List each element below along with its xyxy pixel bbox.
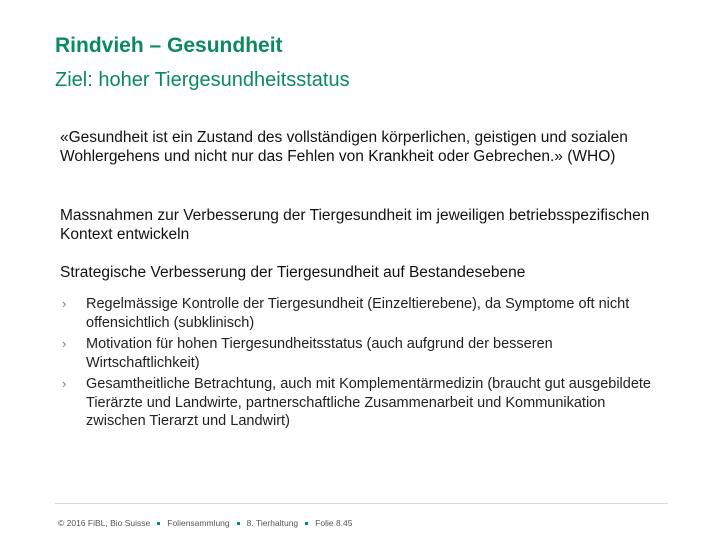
who-quote: «Gesundheit ist ein Zustand des vollständigen körperlichen, geistigen und sozialen Wohlergehens und nicht nur das Fehlen von Krankheit oder Gebrechen.» (WHO): [60, 129, 628, 165]
footer-copyright: © 2016 FiBL, Bio Suisse: [58, 518, 151, 528]
bullet-text: Gesamtheitliche Betrachtung, auch mit Komplementärmedizin (braucht gut ausgebildete Tierärzte und Landwirte, partnerschaftliche Zusammenarbeit und Kommunikation zwischen Tierarzt und Landwirt): [86, 376, 651, 429]
chevron-right-icon: ›: [62, 336, 67, 351]
footer-slide-number: Folie 8.45: [315, 518, 353, 528]
list-item: [60, 295, 660, 332]
footer: [58, 518, 353, 528]
slide-subtitle: Ziel: hoher Tiergesundheitsstatus: [55, 69, 350, 91]
footer-separator: [305, 522, 308, 525]
slide-title: Rindvieh – Gesundheit: [55, 34, 283, 57]
measures-paragraph: Massnahmen zur Verbesserung der Tiergesundheit im jeweiligen betriebsspezifischen Kontext entwickeln: [60, 207, 650, 243]
bullet-text: Regelmässige Kontrolle der Tiergesundheit (Einzeltierebene), da Symptome oft nicht offensichtlich (subklinisch): [86, 296, 630, 331]
footer-collection: Foliensammlung: [167, 518, 230, 528]
chevron-right-icon: ›: [62, 376, 67, 391]
footer-separator: [157, 522, 160, 525]
strategy-paragraph: Strategische Verbesserung der Tiergesundheit auf Bestandesebene: [60, 264, 526, 281]
list-item: [60, 375, 660, 431]
footer-divider: [55, 503, 668, 504]
chevron-right-icon: ›: [62, 296, 67, 311]
list-item: [60, 335, 660, 372]
bullet-text: Motivation für hohen Tiergesundheitsstatus (auch aufgrund der besseren Wirtschaftlichkeit): [86, 336, 553, 371]
bullet-list: [60, 295, 660, 434]
footer-separator: [237, 522, 240, 525]
footer-chapter: 8. Tierhaltung: [246, 518, 299, 528]
